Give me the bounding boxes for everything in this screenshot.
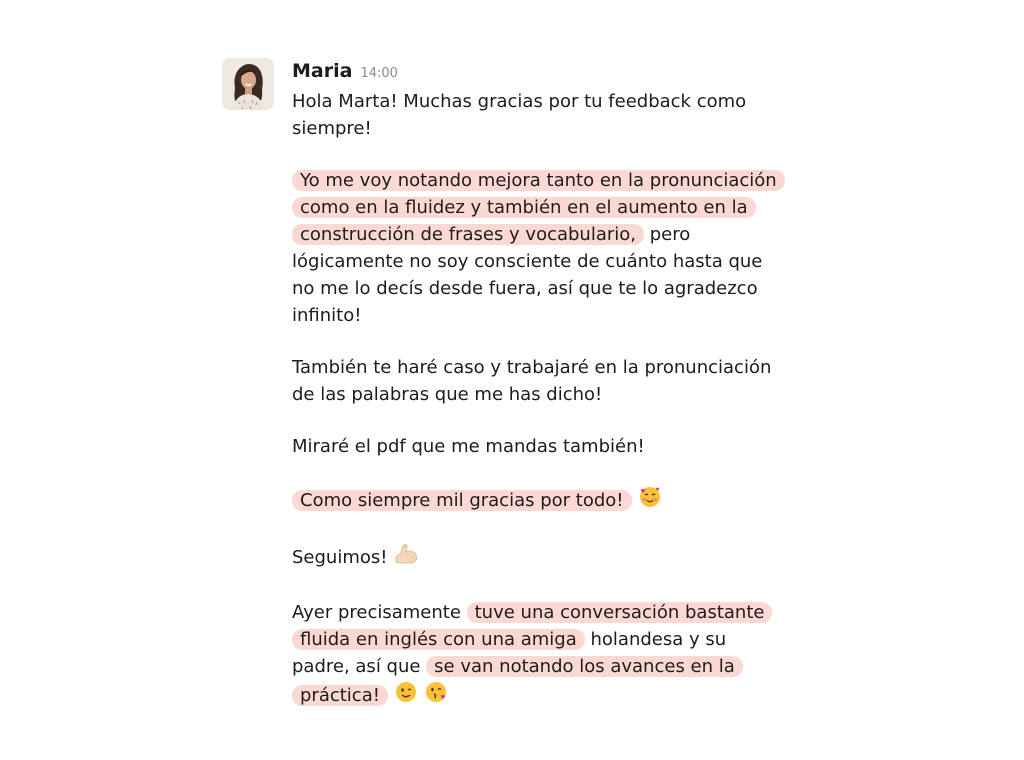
message-paragraph — [292, 433, 782, 460]
paragraph-text: holandesa y su padre, así que — [292, 629, 727, 677]
avatar-photo-icon — [222, 58, 274, 110]
message-paragraph — [292, 88, 782, 142]
winking-face-icon — [394, 680, 418, 712]
paragraph-text: pero lógicamente no soy consciente de cuánto hasta que no me lo decís desde fuera, así que te lo agradezco infinito! — [292, 224, 763, 326]
face-blowing-kiss-icon — [424, 680, 450, 712]
paragraph-text: Seguimos! — [292, 547, 388, 568]
timestamp[interactable]: 14:00 — [360, 66, 398, 81]
flexed-biceps-icon — [393, 542, 419, 574]
paragraph-text: También te haré caso y trabajaré en la pronunciación de las palabras que me has dicho! — [292, 357, 772, 405]
paragraph-text: Miraré el pdf que me mandas también! — [292, 436, 645, 457]
highlighted-text: Como siempre mil gracias por todo! — [292, 490, 632, 511]
message-header — [292, 60, 782, 88]
highlighted-text: Yo me voy notando mejora tanto en la pronunciación como en la fluidez y también en el aumento en la construcción de frases y vocabulario, — [292, 170, 785, 245]
paragraph-text: Ayer precisamente — [292, 602, 467, 623]
highlighted-text: tuve una conversación bastante fluida en inglés con una amiga — [292, 602, 772, 650]
message-body — [292, 88, 782, 712]
message-paragraph — [292, 354, 782, 408]
avatar[interactable] — [222, 58, 274, 110]
message-content — [292, 58, 782, 737]
author-name[interactable]: Maria — [292, 60, 353, 82]
highlighted-text: se van notando los avances en la práctica! — [292, 656, 743, 706]
paragraph-text: Hola Marta! Muchas gracias por tu feedback como siempre! — [292, 91, 747, 139]
message-paragraph — [292, 542, 782, 574]
message-paragraph — [292, 485, 782, 517]
message-paragraph — [292, 167, 782, 329]
smiling-face-with-hearts-icon — [638, 485, 662, 517]
message-paragraph — [292, 599, 782, 712]
